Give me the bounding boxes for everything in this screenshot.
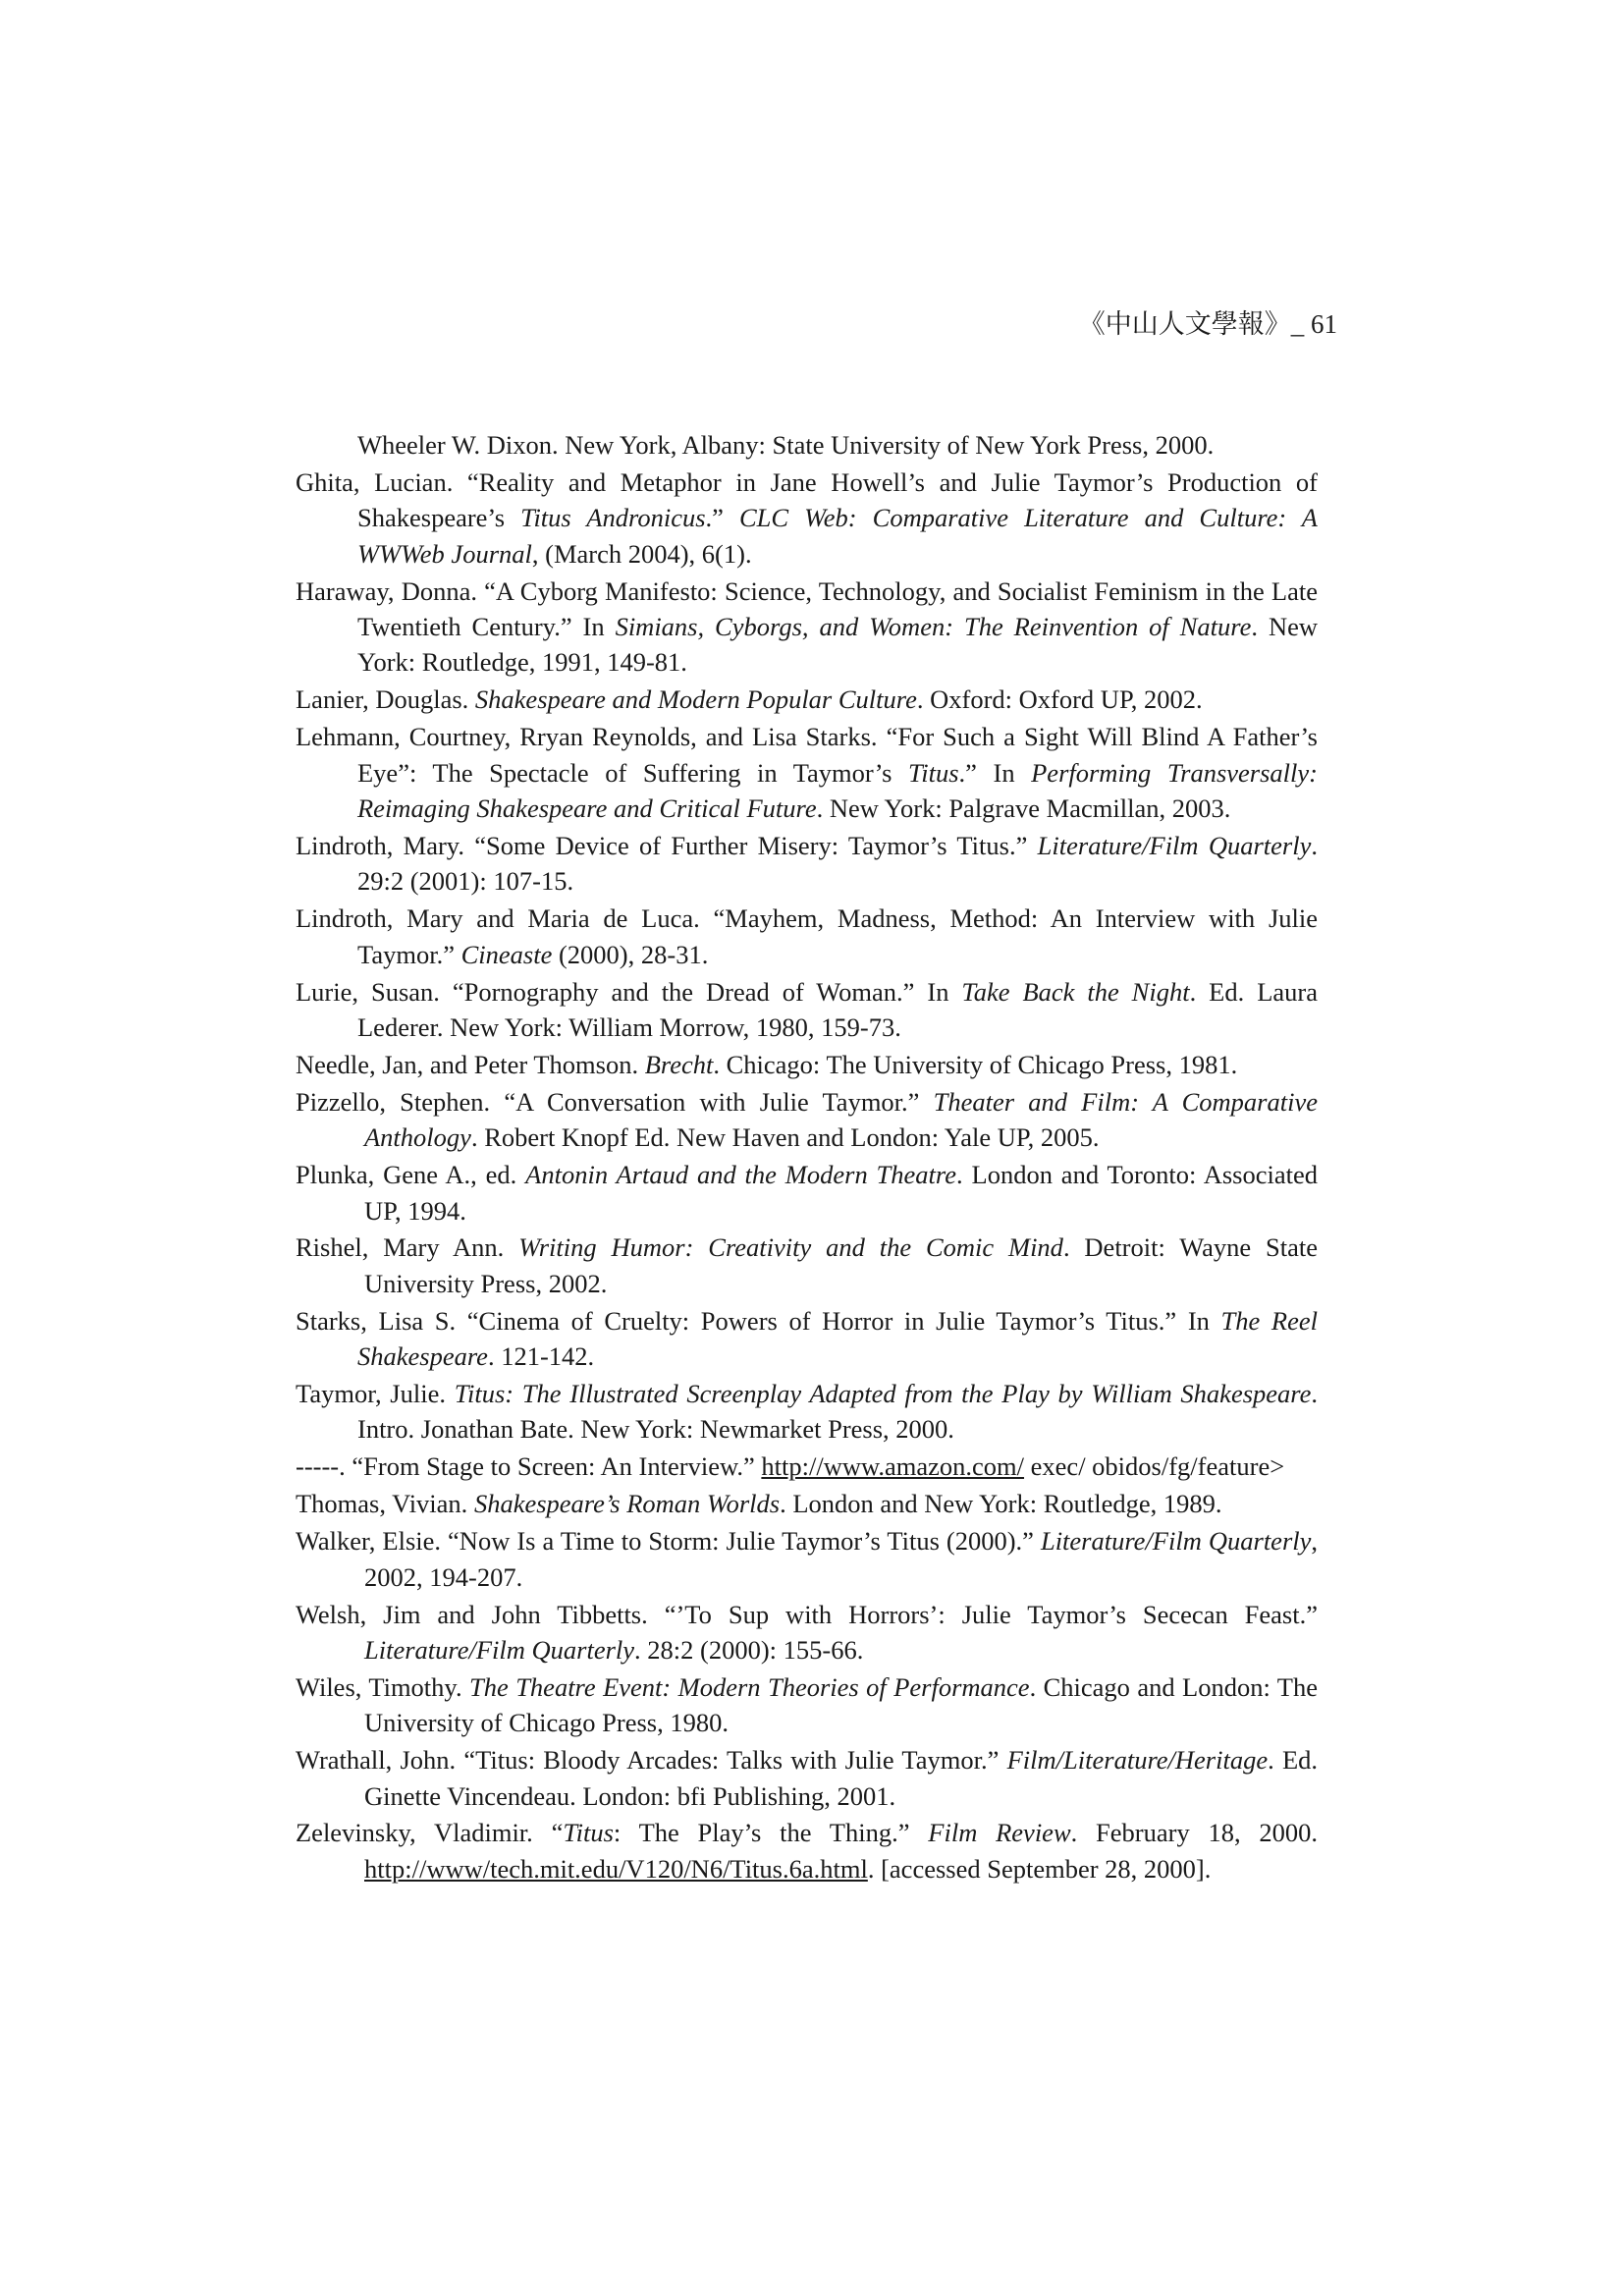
reference-text: . Intro. Jonathan Bate. New York: Newmarket Press, 2000. bbox=[357, 1379, 1318, 1445]
italic-title: Film/Literature/Heritage bbox=[1006, 1745, 1269, 1776]
reference-entry bbox=[296, 974, 1318, 1046]
reference-text: Rishel, Mary Ann. bbox=[296, 1232, 519, 1263]
reference-text: Walker, Elsie. “Now Is a Time to Storm: Julie Taymor’s Titus (2000).” bbox=[296, 1526, 1041, 1557]
reference-text: .” bbox=[705, 503, 739, 533]
reference-list bbox=[296, 427, 1318, 1888]
reference-text: . Chicago and London: The University of Chicago Press, 1980. bbox=[364, 1671, 1318, 1738]
reference-text: Ghita, Lucian. “Reality and Metaphor in Jane Howell’s and Julie Taymor’s Production of Shakespeare’s bbox=[296, 466, 1318, 533]
reference-text: Zelevinsky, Vladimir. “ bbox=[296, 1818, 564, 1848]
italic-title: Literature/Film Quarterly bbox=[364, 1634, 635, 1665]
reference-text: Pizzello, Stephen. “A Conversation with Julie Taymor.” bbox=[296, 1086, 934, 1117]
italic-title: CLC Web: Comparative Literature and Culture: A WWWeb Journal bbox=[357, 503, 1318, 569]
reference-entry bbox=[296, 719, 1318, 826]
reference-text: Lindroth, Mary. “Some Device of Further Misery: Taymor’s Titus.” bbox=[296, 830, 1038, 860]
reference-text: . Oxford: Oxford UP, 2002. bbox=[916, 684, 1203, 715]
reference-entry bbox=[296, 1303, 1318, 1375]
reference-text: Taymor, Julie. bbox=[296, 1379, 455, 1409]
italic-title: Performing Transversally: Reimaging Shakespeare and Critical Future bbox=[357, 757, 1318, 824]
reference-text: Haraway, Donna. “A Cyborg Manifesto: Science, Technology, and Socialist Feminism in the Late Twentieth Century.” In bbox=[296, 575, 1318, 642]
italic-title: Simians, Cyborgs, and Women: The Reinvention of Nature bbox=[615, 612, 1252, 642]
reference-text: Welsh, Jim and John Tibbetts. “’To Sup with Horrors’: Julie Taymor’s Sececan Feast.” bbox=[296, 1599, 1318, 1629]
italic-title: Literature/Film Quarterly bbox=[1040, 1526, 1312, 1557]
italic-title: The Reel Shakespeare bbox=[357, 1305, 1318, 1372]
italic-title: Shakespeare’s Roman Worlds bbox=[473, 1489, 781, 1519]
italic-title: Antonin Artaud and the Modern Theatre bbox=[525, 1160, 957, 1190]
reference-text: . 28:2 (2000): 155-66. bbox=[634, 1634, 864, 1665]
reference-entry bbox=[296, 1230, 1318, 1301]
reference-entry bbox=[296, 901, 1318, 972]
italic-title: Shakespeare and Modern Popular Culture bbox=[474, 684, 917, 715]
reference-entry bbox=[296, 1486, 1318, 1521]
italic-title: Writing Humor: Creativity and the Comic Mind bbox=[518, 1232, 1063, 1263]
reference-entry bbox=[296, 1523, 1318, 1595]
reference-text: . Ed. Ginette Vincendeau. London: bfi Publishing, 2001. bbox=[364, 1745, 1319, 1811]
reference-text: Lindroth, Mary and Maria de Luca. “Mayhem, Madness, Method: An Interview with Julie Taymor.” bbox=[296, 903, 1318, 969]
reference-text: (2000), 28-31. bbox=[552, 939, 709, 969]
italic-title: Literature/Film Quarterly bbox=[1037, 830, 1312, 860]
italic-title: Titus bbox=[907, 757, 959, 788]
reference-text: . Detroit: Wayne State University Press, 2002. bbox=[364, 1232, 1318, 1298]
reference-text: Lehmann, Courtney, Rryan Reynolds, and Lisa Starks. “For Such a Sight Will Blind A Father’s Eye”: The Spectacle of Suffering in Taymor’s bbox=[296, 722, 1318, 788]
italic-title: Titus Andronicus bbox=[520, 503, 706, 533]
italic-title: The Theatre Event: Modern Theories of Performance bbox=[469, 1671, 1030, 1702]
reference-text: . New York: Palgrave Macmillan, 2003. bbox=[816, 793, 1231, 824]
reference-text: Wrathall, John. “Titus: Bloody Arcades: Talks with Julie Taymor.” bbox=[296, 1745, 1007, 1776]
reference-entry bbox=[296, 465, 1318, 572]
reference-entry bbox=[296, 1815, 1318, 1886]
reference-text: Wheeler W. Dixon. New York, Albany: State University of New York Press, 2000. bbox=[357, 430, 1215, 460]
reference-text: Wiles, Timothy. bbox=[296, 1671, 470, 1702]
reference-text: . New York: Routledge, 1991, 149-81. bbox=[357, 612, 1319, 678]
reference-text: : The Play’s the Thing.” bbox=[613, 1818, 929, 1848]
reference-entry bbox=[296, 1742, 1318, 1814]
reference-text: . February 18, 2000. bbox=[1070, 1818, 1318, 1848]
reference-text: , 2002, 194-207. bbox=[364, 1526, 1319, 1592]
reference-text: . [accessed September 28, 2000]. bbox=[867, 1853, 1212, 1884]
reference-text: Lanier, Douglas. bbox=[296, 684, 475, 715]
reference-text: Needle, Jan, and Peter Thomson. bbox=[296, 1049, 645, 1079]
reference-text: . Robert Knopf Ed. New Haven and London: Yale UP, 2005. bbox=[470, 1122, 1100, 1153]
reference-entry bbox=[296, 828, 1318, 900]
reference-text: Plunka, Gene A., ed. bbox=[296, 1160, 526, 1190]
italic-title: Cineaste bbox=[460, 939, 553, 969]
reference-text: Thomas, Vivian. bbox=[296, 1489, 474, 1519]
italic-title: Film Review bbox=[928, 1818, 1071, 1848]
reference-entry bbox=[296, 1597, 1318, 1668]
reference-text: . 29:2 (2001): 107-15. bbox=[357, 830, 1318, 897]
reference-text: . Chicago: The University of Chicago Press, 1981. bbox=[713, 1049, 1238, 1079]
reference-text: . Ed. Laura Lederer. New York: William Morrow, 1980, 159-73. bbox=[357, 976, 1318, 1042]
reference-text: exec/ obidos/fg/feature> bbox=[1024, 1451, 1285, 1482]
italic-title: Take Back the Night bbox=[961, 976, 1190, 1007]
reference-text: Lurie, Susan. “Pornography and the Dread of Woman.” In bbox=[296, 976, 962, 1007]
reference-url-link[interactable]: http://www.amazon.com/ bbox=[761, 1451, 1025, 1482]
reference-text: , (March 2004), 6(1). bbox=[531, 538, 752, 569]
reference-entry bbox=[296, 1084, 1318, 1156]
reference-entry bbox=[296, 1047, 1318, 1082]
reference-entry bbox=[296, 1669, 1318, 1741]
italic-title: Theater and Film: A Comparative Anthology bbox=[364, 1086, 1318, 1153]
reference-text: .” In bbox=[958, 757, 1032, 788]
reference-url-link[interactable]: http://www/tech.mit.edu/V120/N6/Titus.6a.html bbox=[364, 1853, 868, 1884]
reference-text: Starks, Lisa S. “Cinema of Cruelty: Powers of Horror in Julie Taymor’s Titus.” In bbox=[296, 1305, 1221, 1336]
reference-entry bbox=[296, 1157, 1318, 1229]
reference-text: . London and New York: Routledge, 1989. bbox=[780, 1489, 1222, 1519]
running-header: 《中山人文學報》_ 61 bbox=[1078, 309, 1337, 339]
reference-text: -----. “From Stage to Screen: An Interview.” bbox=[296, 1451, 762, 1482]
reference-entry bbox=[296, 1376, 1318, 1448]
italic-title: Brecht bbox=[644, 1049, 714, 1079]
reference-text: . 121-142. bbox=[487, 1341, 595, 1372]
reference-entry bbox=[296, 427, 1318, 463]
italic-title: Titus bbox=[563, 1818, 614, 1848]
italic-title: Titus: The Illustrated Screenplay Adapted from the Play by William Shakespeare bbox=[454, 1379, 1312, 1409]
reference-text: . London and Toronto: Associated UP, 1994. bbox=[364, 1160, 1319, 1226]
reference-entry bbox=[296, 682, 1318, 717]
reference-entry bbox=[296, 574, 1318, 681]
reference-entry bbox=[296, 1449, 1318, 1484]
